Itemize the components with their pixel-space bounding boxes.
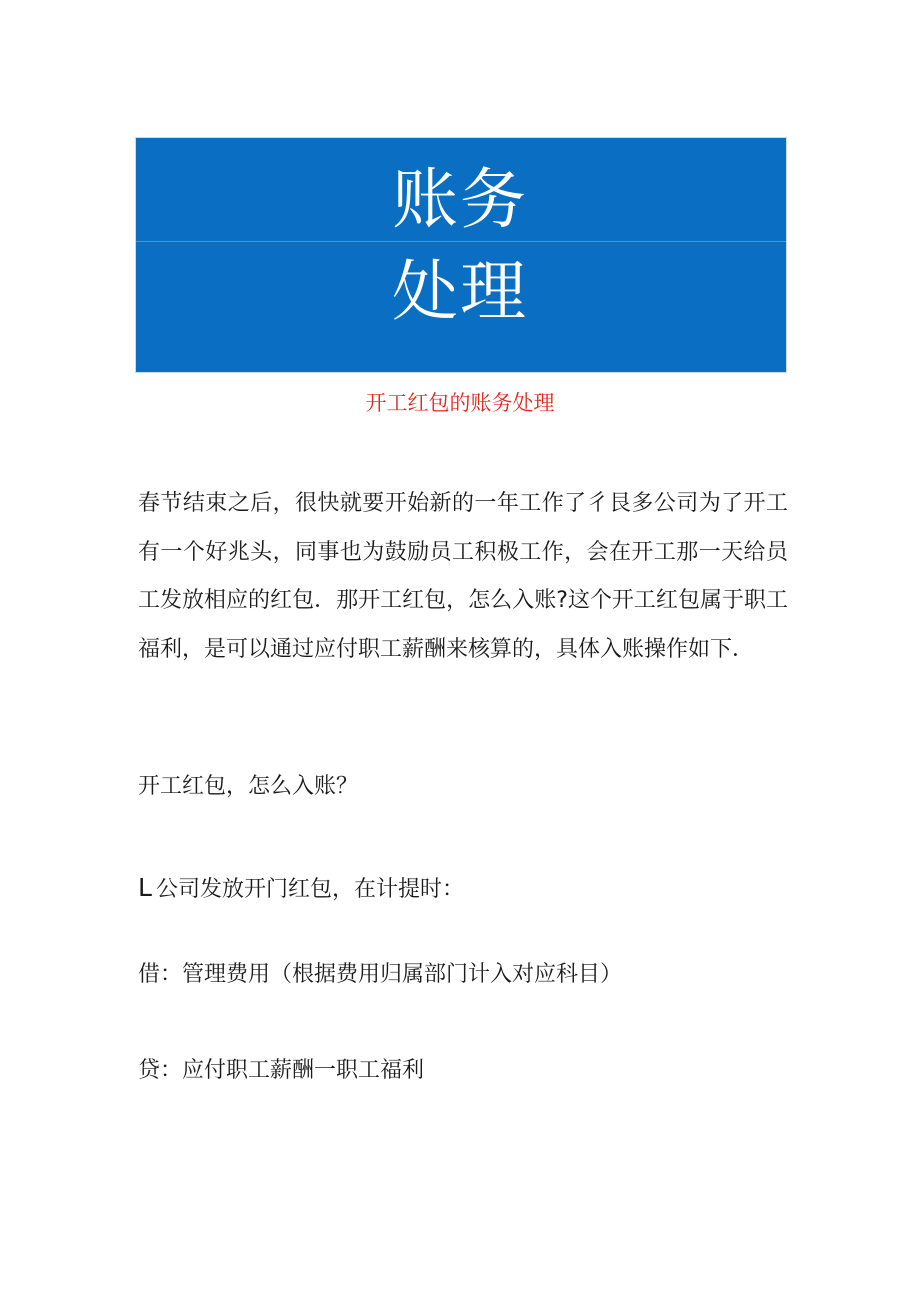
step-1-marker: L [138, 873, 152, 902]
subtitle: 开工红包的账务处理 [365, 391, 555, 415]
step-1-text: 公司发放开门红包，在计提时： [155, 877, 464, 902]
banner-title-line1: 账务 [392, 161, 528, 238]
banner-divider [136, 241, 786, 242]
question-heading: 开工红包，怎么入账？ [138, 774, 359, 799]
intro-paragraph: 春节结束之后，很快就要开始新的一年工作了彳艮多公司为了开工有一个好兆头，同事也为鼓励员工积极工作，会在开工那一天给员工发放相应的红包．那开工红包，怎么入账?这个开工红包属于职工福利，是可以通过应付职工薪酬来核算的，具体入账操作如下． [138, 491, 788, 662]
credit-entry: 贷：应付职工薪酬一职工福利 [138, 1058, 425, 1083]
debit-entry: 借：管理费用（根据费用归属部门计入对应科目） [138, 962, 623, 987]
step-1 [138, 873, 838, 905]
banner-title-line2: 处理 [392, 253, 528, 330]
